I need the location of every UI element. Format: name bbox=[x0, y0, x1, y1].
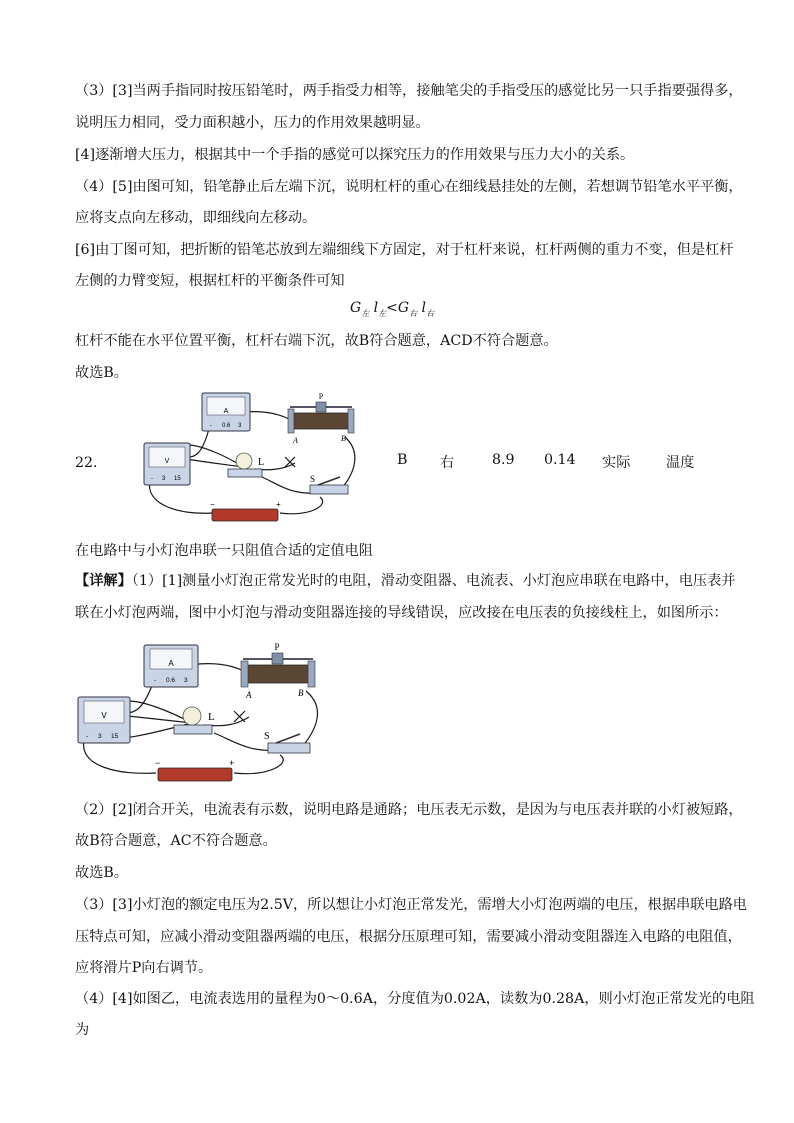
text-line-19: （4）[4]如图乙，电流表选用的量程为0～0.6A，分度值为0.02A，读数为0.28A，则小灯泡正常发光的电阻 bbox=[75, 991, 755, 1007]
svg-text:A: A bbox=[246, 690, 252, 700]
svg-text:3: 3 bbox=[162, 476, 166, 482]
svg-text:B: B bbox=[341, 434, 346, 443]
text-line-14: 故B符合题意，AC不符合题意。 bbox=[75, 833, 277, 849]
detail-tag: 【详解】 bbox=[75, 573, 132, 589]
svg-text:15: 15 bbox=[174, 476, 181, 482]
svg-text:15: 15 bbox=[111, 733, 119, 740]
text-line-8: 杠杆不能在水平位置平衡，杠杆右端下沉，故B符合题意，ACD不符合题意。 bbox=[75, 333, 558, 349]
svg-text:L: L bbox=[258, 457, 265, 468]
svg-text:V: V bbox=[164, 458, 170, 465]
answer-6: 温度 bbox=[666, 455, 695, 471]
svg-text:S: S bbox=[264, 731, 270, 742]
svg-text:V: V bbox=[101, 711, 107, 720]
answer-2: 右 bbox=[440, 455, 455, 471]
svg-text:-: - bbox=[86, 733, 89, 740]
answer-1: B bbox=[397, 452, 408, 468]
lamp bbox=[228, 453, 264, 477]
text-line-2: 说明压力相同，受力面积越小，压力的作用效果越明显。 bbox=[75, 115, 430, 131]
answer-3: 8.9 bbox=[492, 452, 515, 468]
text-line-16: （3）[3]小灯泡的额定电压为2.5V，所以想让小灯泡正常发光，需增大小灯泡两端的电压，根据串联电路电 bbox=[75, 897, 747, 913]
text-line-10: 在电路中与小灯泡串联一只阻值合适的定值电阻 bbox=[75, 543, 373, 559]
voltmeter bbox=[144, 443, 190, 485]
switch bbox=[310, 474, 348, 494]
text-line-18: 应将滑片P向右调节。 bbox=[75, 960, 213, 976]
svg-text:3: 3 bbox=[98, 733, 102, 740]
svg-text:-: - bbox=[154, 677, 157, 684]
svg-text:+: + bbox=[229, 758, 235, 768]
svg-text:0.6: 0.6 bbox=[222, 423, 231, 429]
text-line-11: 【详解】（1）[1]测量小灯泡正常发光时的电阻，滑动变阻器、电流表、小灯泡应串联在电路中，电压表并 bbox=[75, 573, 736, 589]
text-line-20: 为 bbox=[75, 1022, 90, 1038]
text-line-15: 故选B。 bbox=[75, 865, 128, 881]
rheostat bbox=[241, 642, 315, 700]
answer-4: 0.14 bbox=[544, 452, 576, 468]
svg-text:0.6: 0.6 bbox=[166, 677, 176, 684]
text-line-5: 应将支点向左移动，即细线向左移动。 bbox=[75, 210, 317, 226]
text-line-13: （2）[2]闭合开关，电流表有示数，说明电路是通路；电压表无示数，是因为与电压表并联的小灯被短路， bbox=[75, 802, 743, 818]
svg-text:P: P bbox=[318, 392, 324, 401]
circuit-figure-corrected bbox=[74, 635, 334, 790]
text-line-17: 压特点可知，应减小滑动变阻器两端的电压，根据分压原理可知，需要减小滑动变阻器连入电路的电阻值， bbox=[75, 929, 742, 945]
svg-text:A: A bbox=[168, 659, 174, 668]
svg-text:B: B bbox=[298, 688, 304, 698]
text-line-6: [6]由丁图可知，把折断的铅笔芯放到左端细线下方固定，对于杠杆来说，杠杆两侧的重力不变，但是杠杆 bbox=[75, 242, 734, 258]
svg-text:S: S bbox=[310, 474, 316, 484]
svg-text:-: - bbox=[210, 423, 212, 429]
ammeter bbox=[144, 645, 198, 687]
text-line-3: [4]逐渐增大压力，根据其中一个手指的感觉可以探究压力的作用效果与压力大小的关系。 bbox=[75, 147, 635, 163]
svg-text:3: 3 bbox=[184, 677, 188, 684]
text-line-1: （3）[3]当两手指同时按压铅笔时，两手指受力相等，接触笔尖的手指受压的感觉比另一只手指要强得多， bbox=[75, 83, 743, 99]
answer-5: 实际 bbox=[602, 455, 631, 471]
svg-text:3: 3 bbox=[238, 423, 242, 429]
svg-text:L: L bbox=[208, 711, 215, 723]
ammeter bbox=[202, 393, 250, 431]
lever-inequality: $G_左$ $l_左<G_右$ $l_右$ bbox=[350, 300, 434, 318]
question-number: 22． bbox=[75, 455, 108, 471]
svg-text:−: − bbox=[210, 500, 215, 509]
circuit-figure-original bbox=[140, 385, 365, 530]
svg-text:-: - bbox=[151, 476, 153, 482]
text-line-12: 联在小灯泡两端，图中小灯泡与滑动变阻器连接的导线错误，应改接在电压表的负接线柱上，如图所示： bbox=[75, 605, 728, 621]
svg-text:P: P bbox=[274, 642, 280, 652]
rheostat bbox=[288, 392, 354, 445]
svg-text:A: A bbox=[293, 436, 298, 445]
text-line-7: 左侧的力臂变短，根据杠杆的平衡条件可知 bbox=[75, 273, 345, 289]
lamp bbox=[174, 707, 215, 734]
text-line-4: （4）[5]由图可知，铅笔静止后左端下沉，说明杠杆的重心在细线悬挂处的左侧，若想调节铅笔水平平衡， bbox=[75, 179, 743, 195]
voltmeter bbox=[78, 697, 130, 743]
svg-text:−: − bbox=[155, 758, 161, 768]
text-line-9: 故选B。 bbox=[75, 365, 128, 381]
switch bbox=[264, 731, 310, 753]
cross-mark bbox=[234, 711, 245, 722]
svg-text:+: + bbox=[276, 500, 281, 509]
battery bbox=[155, 758, 234, 781]
battery bbox=[210, 500, 281, 521]
svg-text:A: A bbox=[223, 408, 229, 415]
